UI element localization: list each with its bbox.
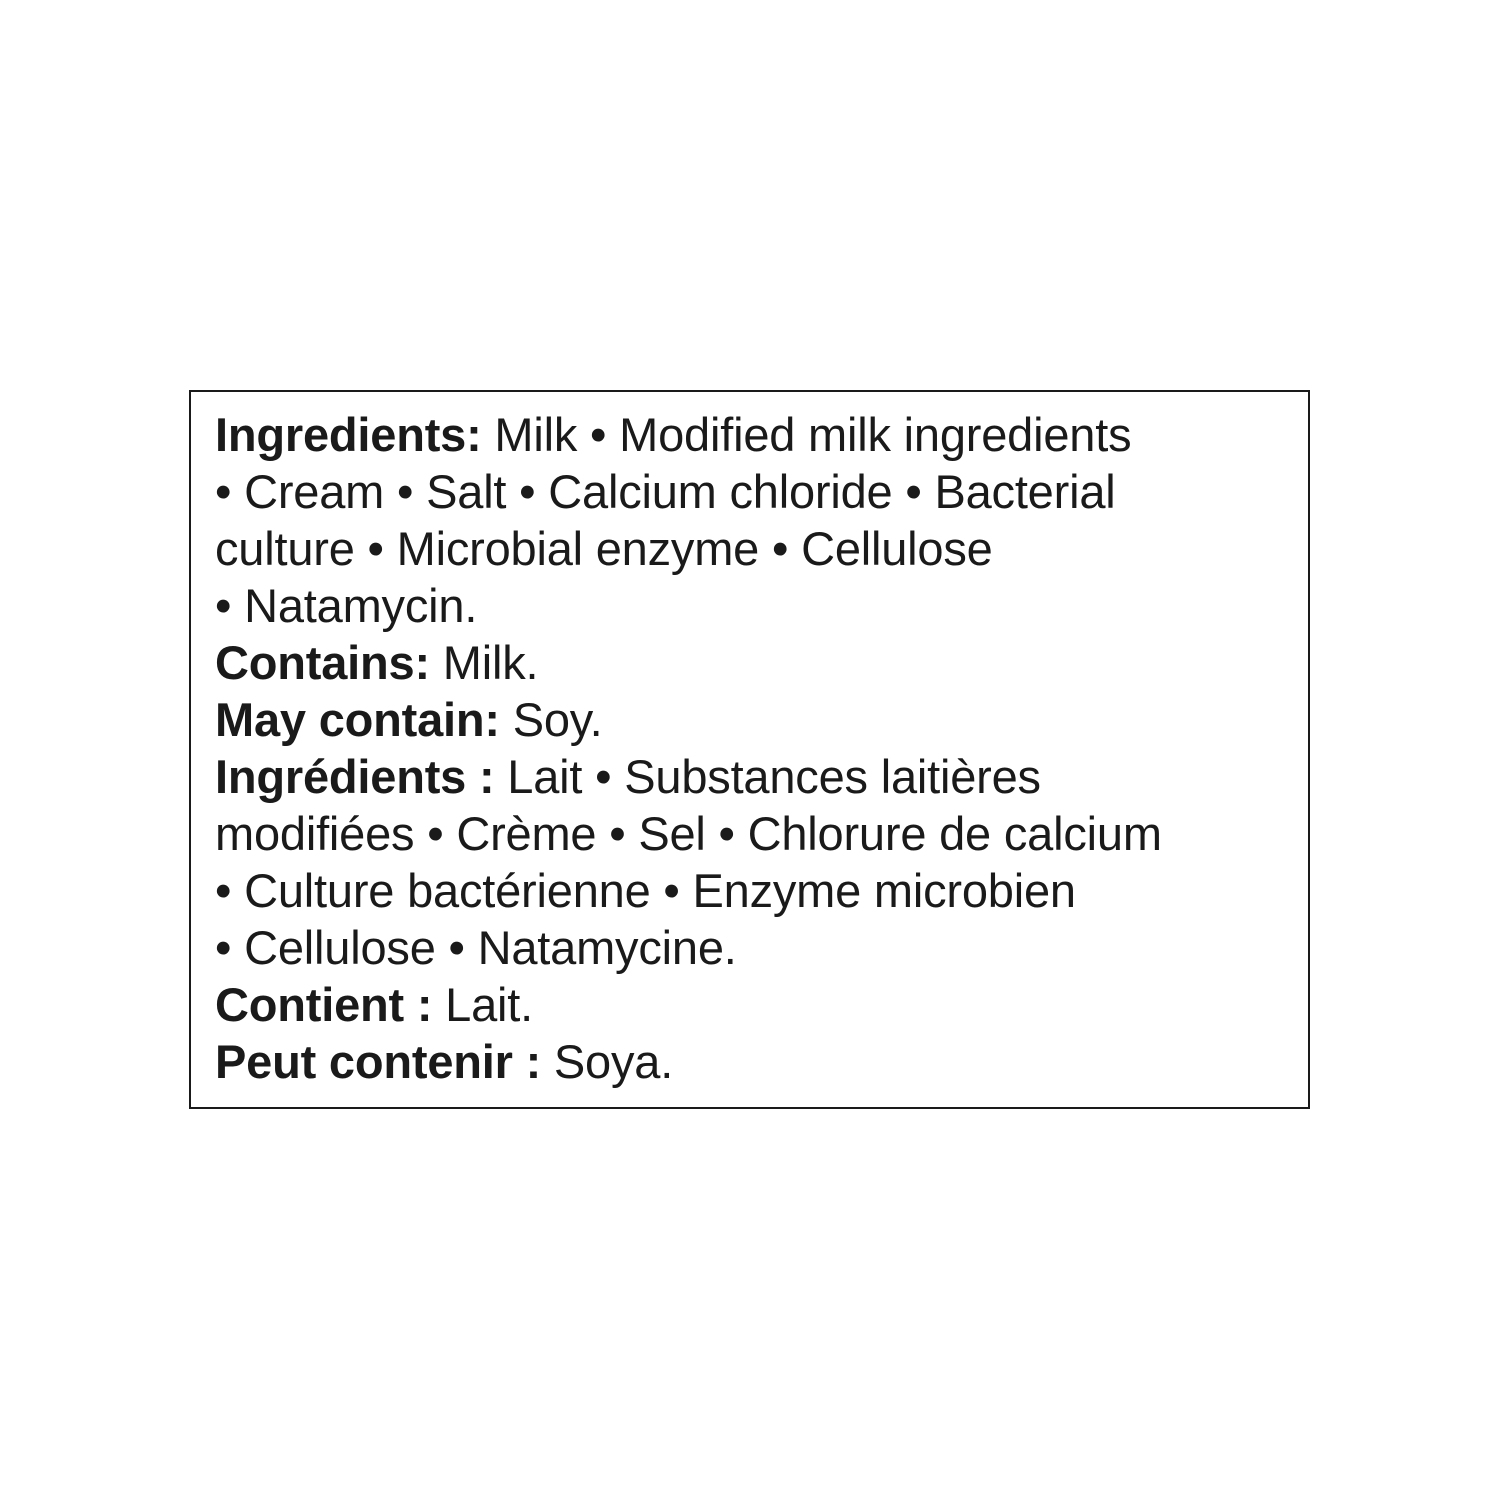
- french-ingredients-text-1: Lait • Substances laitières: [494, 750, 1041, 803]
- french-ingredients-line-3: • Culture bactérienne • Enzyme microbien: [215, 864, 1076, 917]
- english-may-contain-heading: May contain:: [215, 693, 500, 746]
- french-may-contain-line: [215, 1033, 673, 1090]
- english-may-contain-value: Soy.: [499, 693, 603, 746]
- french-may-contain-heading: Peut contenir :: [215, 1035, 542, 1088]
- english-ingredients-line-1: [215, 406, 1131, 463]
- french-may-contain-value: Soya.: [541, 1035, 674, 1088]
- english-ingredients-text-1: Milk • Modified milk ingredients: [481, 408, 1132, 461]
- english-ingredients-line-4: • Natamycin.: [215, 579, 478, 632]
- ingredients-label-box: [189, 390, 1310, 1109]
- english-contains-line: [215, 634, 538, 691]
- french-contains-heading: Contient :: [215, 978, 433, 1031]
- english-ingredients-line-3: culture • Microbial enzyme • Cellulose: [215, 522, 993, 575]
- french-ingredients-heading: Ingrédients :: [215, 750, 495, 803]
- french-ingredients-line-1: [215, 748, 1041, 805]
- english-may-contain-line: [215, 691, 602, 748]
- english-contains-value: Milk.: [429, 636, 539, 689]
- english-ingredients-line-2: • Cream • Salt • Calcium chloride • Bacterial: [215, 465, 1116, 518]
- english-ingredients-heading: Ingredients:: [215, 408, 482, 461]
- french-contains-line: [215, 976, 533, 1033]
- english-contains-heading: Contains:: [215, 636, 430, 689]
- french-contains-value: Lait.: [432, 978, 533, 1031]
- french-ingredients-line-2: modifiées • Crème • Sel • Chlorure de calcium: [215, 807, 1162, 860]
- french-ingredients-line-4: • Cellulose • Natamycine.: [215, 921, 737, 974]
